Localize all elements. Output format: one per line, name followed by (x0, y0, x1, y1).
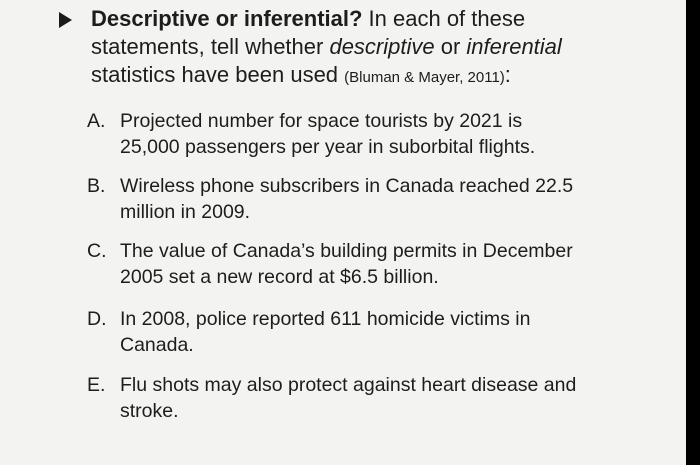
citation: (Bluman & Mayer, 2011) (344, 69, 505, 86)
screen-frame-edge (686, 0, 700, 465)
prompt-line-2-text-b: or (434, 34, 467, 59)
item-letter: A. (87, 110, 106, 132)
question-heading: Descriptive or inferential? (91, 6, 363, 31)
item-text-line: 25,000 passengers per year in suborbital flights. (120, 136, 536, 158)
prompt-line-3 (91, 61, 671, 92)
item-text (120, 372, 665, 424)
item-text-line: 2005 set a new record at $6.5 billion. (120, 266, 439, 288)
item-text-line: Canada. (120, 334, 194, 356)
term-descriptive: descriptive (329, 34, 435, 59)
bullet-arrow-icon (59, 12, 72, 28)
item-text-line: million in 2009. (120, 201, 251, 223)
prompt-line-1-rest: In each of these (362, 6, 526, 31)
item-text-line: In 2008, police reported 611 homicide victims in (120, 308, 531, 330)
item-letter: B. (87, 175, 106, 197)
item-text-line: Wireless phone subscribers in Canada reached 22.5 (120, 175, 574, 197)
prompt-line-2-text-a: statements, tell whether (91, 34, 330, 59)
item-text (120, 173, 665, 225)
item-text (120, 238, 665, 290)
item-text (120, 306, 665, 358)
item-letter: D. (87, 308, 107, 330)
term-inferential: inferential (466, 34, 562, 59)
prompt-line-3-text: statistics have been used (91, 62, 345, 87)
question-prompt (91, 5, 671, 92)
item-letter: C. (87, 240, 107, 262)
item-text-line: The value of Canada’s building permits in December (120, 240, 573, 262)
prompt-line-1 (91, 5, 671, 33)
item-text-line: stroke. (120, 400, 179, 422)
item-text (120, 108, 665, 160)
prompt-line-2 (91, 33, 671, 61)
item-letter: E. (87, 374, 106, 396)
prompt-line-3-end: : (504, 62, 511, 87)
item-text-line: Flu shots may also protect against heart disease and (120, 374, 577, 396)
item-text-line: Projected number for space tourists by 2021 is (120, 110, 523, 132)
